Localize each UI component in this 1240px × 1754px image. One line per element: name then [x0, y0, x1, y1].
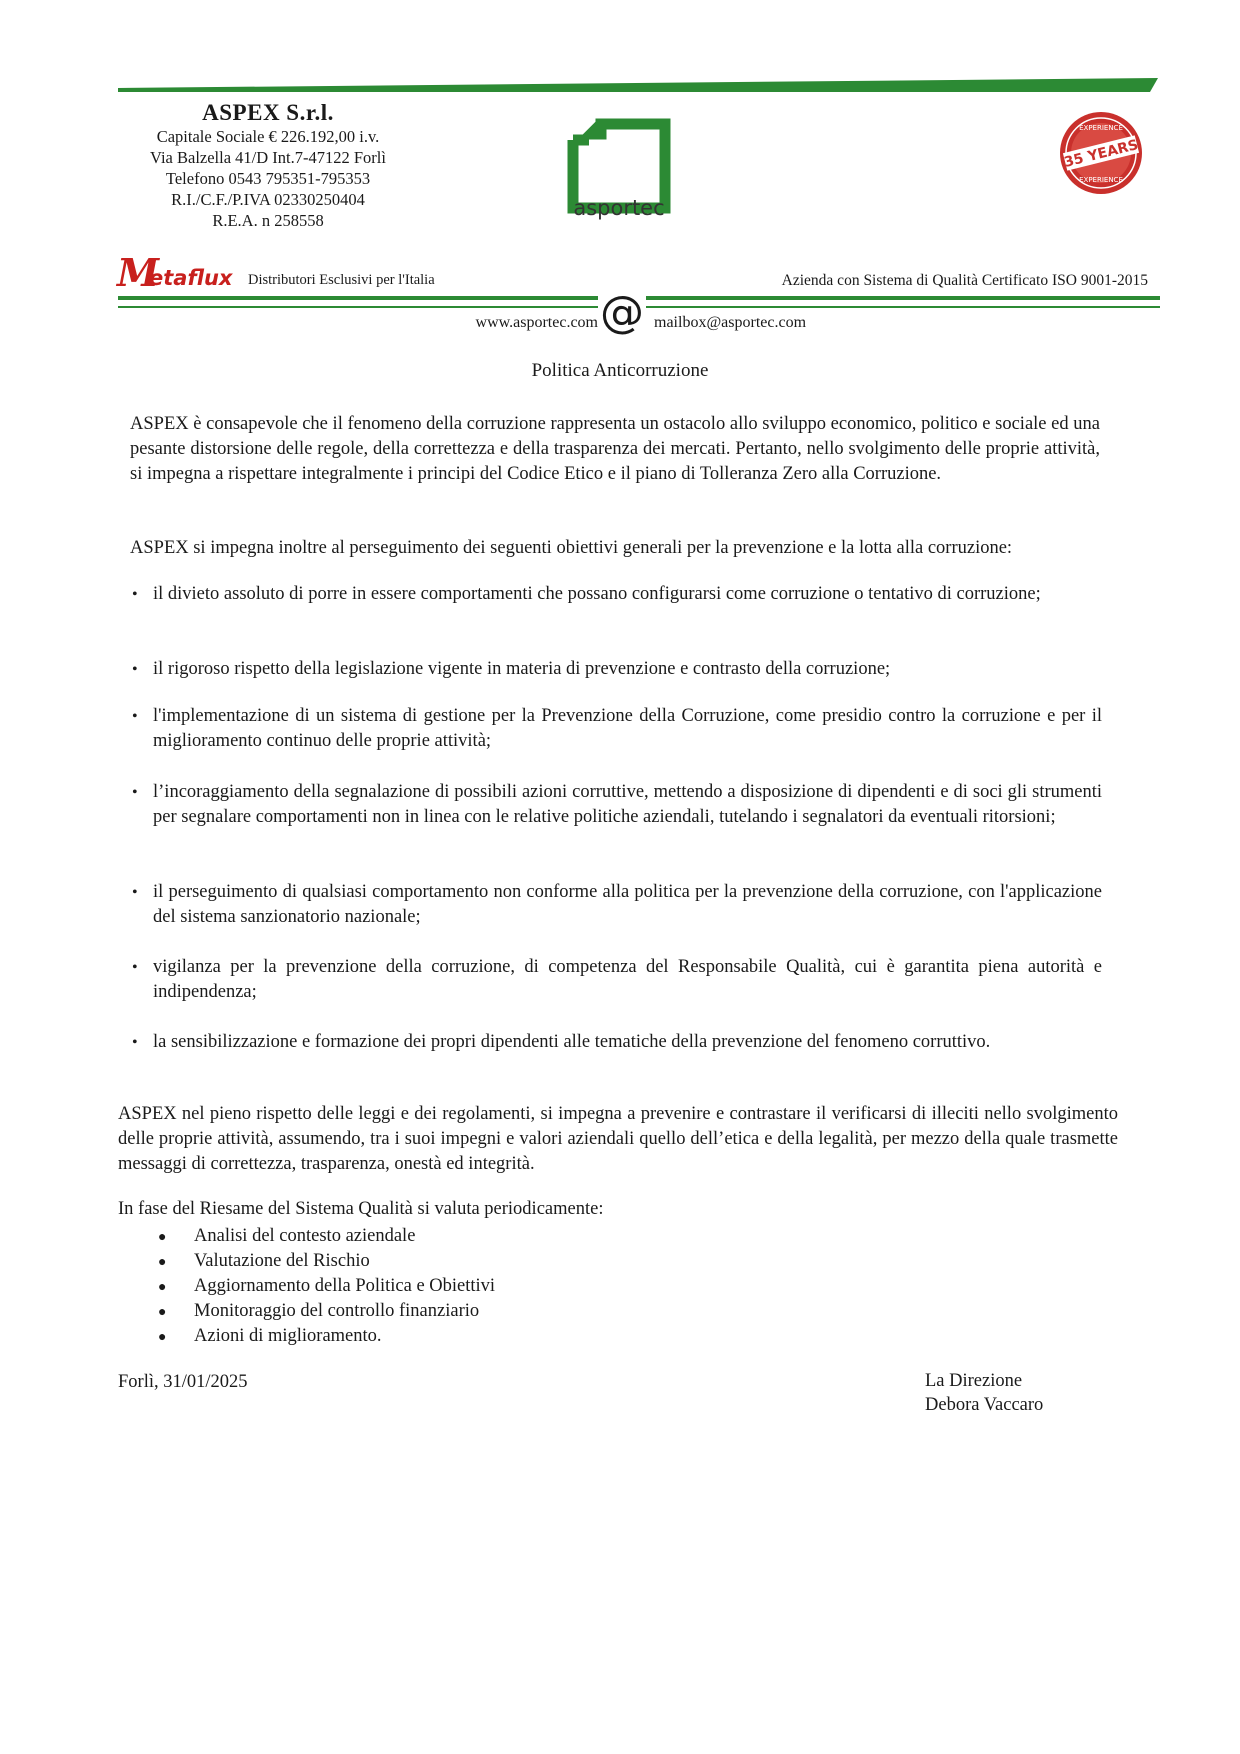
bullet-icon: ● [158, 1255, 167, 1270]
objectives-intro: ASPEX si impegna inoltre al perseguimento dei seguenti obiettivi generali per la prevenzione e la lotta alla corruzione: [130, 538, 1013, 558]
review-item [158, 1249, 370, 1275]
objective-item [132, 1030, 1102, 1055]
review-item [158, 1299, 479, 1325]
svg-text:@: @ [600, 288, 644, 336]
objective-text: il perseguimento di qualsiasi comportamento non conforme alla politica per la prevenzione della corruzione, con l'applicazione del sistema sanzionatorio nazionale; [153, 882, 1102, 927]
signature-name: Debora Vaccaro [925, 1395, 1044, 1415]
place-date: Forlì, 31/01/2025 [118, 1372, 248, 1392]
bullet-icon: ● [158, 1305, 167, 1320]
company-vat: R.I./C.F./P.IVA 02330250404 [171, 190, 365, 209]
35-years-badge [1058, 110, 1144, 196]
document-title: Politica Anticorruzione [531, 360, 709, 381]
metaflux-tagline: Distributori Esclusivi per l'Italia [248, 272, 435, 288]
closing-paragraph: ASPEX nel pieno rispetto delle leggi e dei regolamenti, si impegna a prevenire e contrastare il verificarsi di illeciti nello svolgimento delle proprie attività, assumendo, tra i suoi impegni e valori aziendali quello dell’etica e della legalità, per mezzo della quale trasmette messaggi di correttezza, trasparenza, onestà ed integrità. [118, 1104, 1118, 1174]
objective-text: l'implementazione di un sistema di gestione per la Prevenzione della Corruzione, come presidio contro la corruzione e per il miglioramento continuo delle proprie attività; [153, 706, 1102, 751]
objective-text: il divieto assoluto di porre in essere comportamenti che possano configurarsi come corruzione o tentativo di corruzione; [153, 584, 1041, 604]
review-item-text: Monitoraggio del controllo finanziario [194, 1301, 480, 1321]
intro-paragraph: ASPEX è consapevole che il fenomeno della corruzione rappresenta un ostacolo allo sviluppo economico, politico e sociale ed una pesante distorsione delle regole, della correttezza e della trasparenza dei mercati. Pertanto, nello svolgimento delle proprie attività, si impegna a rispettare integralmente i principi del Codice Etico e il piano di Tolleranza Zero alla Corruzione. [130, 414, 1100, 484]
objective-text: vigilanza per la prevenzione della corruzione, di competenza del Responsabile Qualità, cui è garantita piena autorità e indipendenza; [153, 957, 1102, 1002]
asportec-logo-text: asportec [573, 196, 665, 220]
bullet-icon: ● [158, 1280, 167, 1295]
objective-item [132, 780, 1102, 830]
bullet-icon: • [132, 708, 138, 725]
bullet-icon: • [132, 884, 138, 901]
objective-text: il rigoroso rispetto della legislazione vigente in materia di prevenzione e contrasto della corruzione; [153, 659, 891, 679]
review-intro: In fase del Riesame del Sistema Qualità si valuta periodicamente: [118, 1199, 604, 1219]
signature-role: La Direzione [925, 1371, 1023, 1391]
bullet-icon: • [132, 586, 138, 603]
iso-certification-statement: Azienda con Sistema di Qualità Certificato ISO 9001-2015 [781, 272, 1148, 289]
review-item [158, 1324, 382, 1350]
objective-item [132, 657, 1102, 682]
review-item-text: Analisi del contesto aziendale [194, 1226, 416, 1246]
review-item-text: Aggiornamento della Politica e Obiettivi [194, 1276, 496, 1296]
bullet-icon: • [132, 959, 138, 976]
objective-text: la sensibilizzazione e formazione dei propri dipendenti alle tematiche della prevenzione del fenomeno corruttivo. [153, 1032, 991, 1052]
bullet-icon: • [132, 784, 138, 801]
metaflux-logo [115, 252, 245, 292]
website-link[interactable]: www.asportec.com [475, 314, 598, 331]
objective-item [132, 704, 1102, 754]
company-address: Via Balzella 41/D Int.7-47122 Forlì [150, 148, 386, 167]
bullet-icon: • [132, 1034, 138, 1051]
objective-item [132, 582, 1102, 607]
review-item-text: Valutazione del Rischio [194, 1251, 370, 1271]
signature-block [925, 1369, 1043, 1417]
svg-text:M: M [117, 252, 160, 292]
bullet-icon: • [132, 661, 138, 678]
review-item [158, 1224, 415, 1250]
objective-item [132, 955, 1102, 1005]
svg-text:etaflux: etaflux [149, 266, 233, 290]
objective-text: l’incoraggiamento della segnalazione di possibili azioni corruttive, mettendo a disposizione di dipendenti e di soci gli strumenti per segnalare comportamenti non in linea con le relative politiche aziendali, tutelando i segnalatori da eventuali ritorsioni; [153, 782, 1102, 827]
review-item-text: Azioni di miglioramento. [194, 1326, 382, 1346]
company-info [118, 100, 418, 231]
company-rea: R.E.A. n 258558 [212, 211, 324, 230]
badge-ring-text-bottom: EXPERIENCE [1079, 176, 1123, 184]
company-phone: Telefono 0543 795351-795353 [165, 169, 371, 188]
badge-ring-text-top: EXPERIENCE [1079, 124, 1123, 132]
at-sign-icon [598, 288, 646, 336]
bullet-icon: ● [158, 1330, 167, 1345]
objective-item [132, 880, 1102, 930]
email-link[interactable]: mailbox@asportec.com [654, 314, 807, 331]
review-item [158, 1274, 495, 1300]
company-capital: Capitale Sociale € 226.192,00 i.v. [156, 127, 380, 146]
company-name: ASPEX S.r.l. [202, 100, 334, 125]
header-top-bar [118, 78, 1158, 94]
badge-years-text: 35 YEARS [1062, 137, 1140, 171]
bullet-icon: ● [158, 1230, 167, 1245]
